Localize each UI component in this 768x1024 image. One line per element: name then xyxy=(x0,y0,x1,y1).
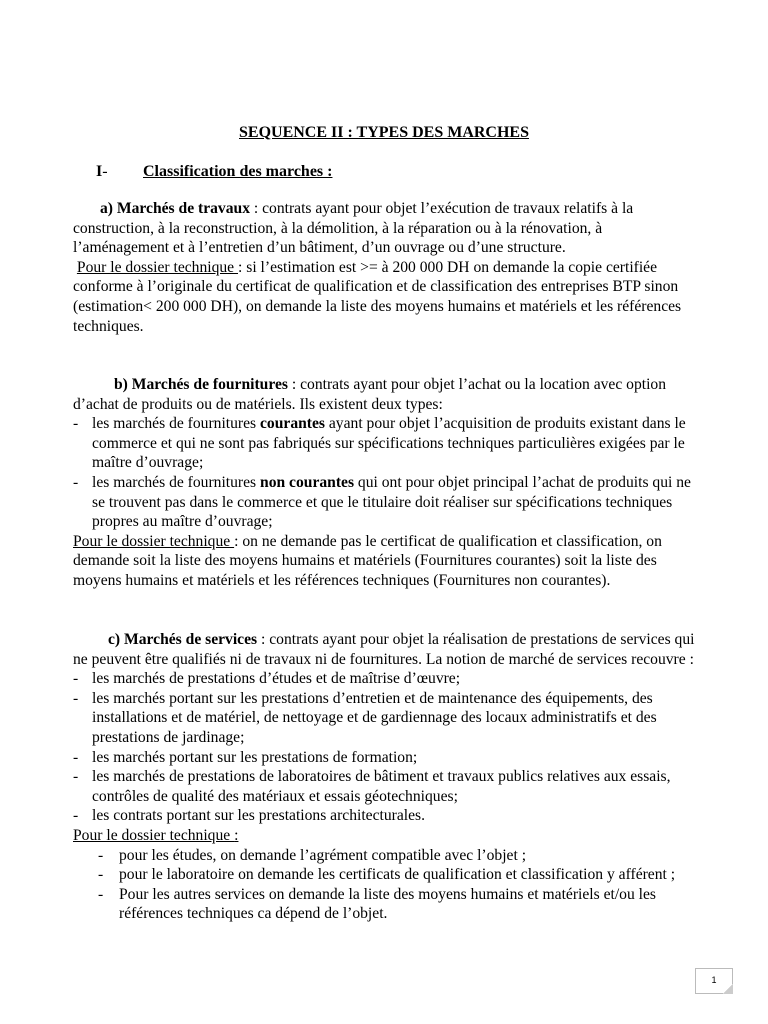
travaux-dossier-label: Pour le dossier technique xyxy=(76,258,239,276)
travaux-prefix: a) xyxy=(100,200,117,217)
list-item: - les marchés de prestations d’études et de maîtrise d’œuvre; xyxy=(73,670,461,688)
list-item: - les marchés de fournitures courantes ayant pour objet l’acquisition de produits existant dans le commerce et qui ne sont pas fabriqués sur spécifications techniques particulières exigées par le maître d’ouvrage; xyxy=(73,415,686,472)
fournitures-prefix: b) xyxy=(114,376,132,393)
paragraph-fournitures xyxy=(73,375,695,591)
page-title: SEQUENCE II : TYPES DES MARCHES xyxy=(239,124,529,141)
section-heading xyxy=(96,163,332,181)
paragraph-travaux xyxy=(73,199,695,336)
travaux-heading: Marchés de travaux xyxy=(116,200,250,217)
services-dossier-label: Pour le dossier technique : xyxy=(73,826,239,844)
list-item: - les marchés portant sur les prestations de formation; xyxy=(73,748,418,766)
list-item: - les marchés de prestations de laboratoires de bâtiment et travaux publics relatives aux essais, contrôles de qualité des matériaux et essais géotechniques; xyxy=(73,768,671,805)
services-prefix: c) xyxy=(108,631,125,648)
section-title: Classification des marches : xyxy=(143,163,333,180)
list-item: - les marchés de fournitures non courantes qui ont pour objet principal l’achat de produits qui ne se trouvent pas dans le commerce et que le titulaire doit réaliser sur spécifications techniques propres au maître d’ouvrage; xyxy=(73,473,691,531)
paragraph-services xyxy=(73,630,695,924)
fournitures-dossier-label: Pour le dossier technique xyxy=(73,532,235,550)
section-dash: - xyxy=(102,163,108,180)
page-number: 1 xyxy=(695,968,733,994)
section-number: I xyxy=(96,163,103,180)
bullet-item: - pour le laboratoire on demande les certificats de qualification et classification y afférent ; xyxy=(98,866,676,884)
bullet-item: - pour les études, on demande l’agrément compatible avec l’objet ; xyxy=(98,846,527,864)
fournitures-heading: Marchés de fournitures xyxy=(131,376,288,393)
fournitures-dossier-text: : on ne demande pas le certificat de qualification et classification, on demande soit la liste des moyens humains et matériels (Fournitures courantes) soit la liste des moyens humains et matériels et les références techniques (Fournitures non courantes). xyxy=(73,532,662,589)
services-heading: Marchés de services xyxy=(124,631,258,648)
list-item: - les contrats portant sur les prestations architecturales. xyxy=(73,807,425,825)
fournitures-text: : contrats ayant pour objet l’achat ou la location avec option d’achat de produits ou de matériels. Ils existent deux types: xyxy=(73,376,667,413)
bullet-item: - Pour les autres services on demande la liste des moyens humains et matériels et/ou les références techniques ca dépend de l’objet. xyxy=(98,885,656,923)
travaux-text: : contrats ayant pour objet l’exécution de travaux relatifs à la construction, à la reconstruction, à la démolition, à la réparation ou à la rénovation, à l’aménagement et à l’entretien d’un bâtiment, d’un ouvrage ou d’une structure. xyxy=(73,200,634,257)
services-text: : contrats ayant pour objet la réalisation de prestations de services qui ne peuvent être qualifiés ni de travaux ni de fournitures. La notion de marché de services recouvre : xyxy=(73,631,695,668)
travaux-dossier-text: : si l’estimation est >= à 200 000 DH on demande la copie certifiée conforme à l’originale du certificat de qualification et de classification des entreprises BTP sinon (estimation< 200 000 DH), on demande la liste des moyens humains et matériels et les références techniques. xyxy=(73,258,682,335)
list-item: - les marchés portant sur les prestations d’entretien et de maintenance des équipements, des installations et de matériel, de nettoyage et de gardiennage des locaux administratifs et des prestations de jardinage; xyxy=(73,689,657,746)
